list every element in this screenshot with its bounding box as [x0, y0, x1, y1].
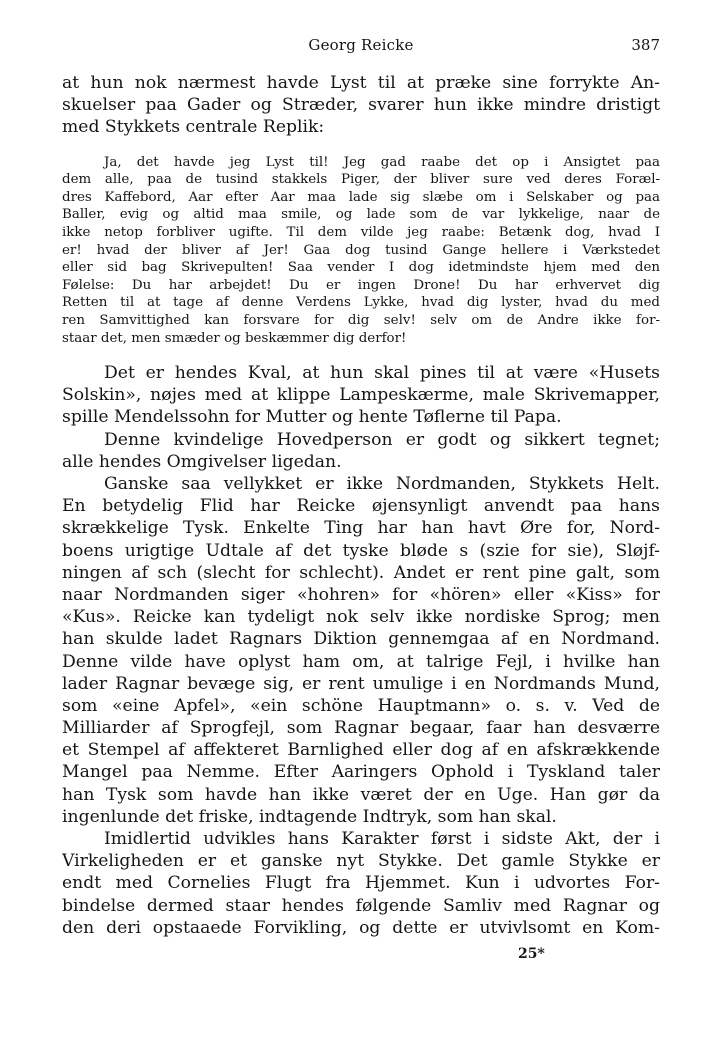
text-line: skuelser paa Gader og Stræder, svarer hun ikke mindre dristigt: [62, 95, 660, 116]
block-quote: [62, 154, 660, 348]
text-line: Mangel paa Nemme. Efter Aaringers Ophold i Tyskland taler: [62, 762, 660, 783]
text-line: Det er hendes Kval, at hun skal pines til at være «Husets: [104, 363, 660, 384]
text-line: Milliarder af Sprogfejl, som Ragnar begaar, faar han desværre: [62, 718, 660, 739]
text-line: lader Ragnar bevæge sig, er rent umulige i en Nordmands Mund,: [62, 673, 660, 694]
quote-line: Følelse: Du har arbejdet! Du er ingen Drone! Du har erhvervet dig: [62, 277, 660, 293]
text-line: med Stykkets centrale Replik:: [62, 117, 325, 138]
text-line: bindelse dermed staar hendes følgende Samliv med Ragnar og: [62, 895, 660, 916]
quote-line: Baller, evig og altid maa smile, og lade som de var lykkelige, naar de: [62, 207, 660, 223]
text-line: ingenlunde det friske, indtagende Indtryk, som han skal.: [62, 806, 557, 827]
running-header: [62, 36, 660, 62]
text-line: Imidlertid udvikles hans Karakter først i sidste Akt, der i: [104, 829, 660, 850]
text-line: han skulde ladet Ragnars Diktion gennemgaa af en Nordmand.: [62, 629, 660, 650]
text-line: skrækkelige Tysk. Enkelte Ting har han havt Øre for, Nord-: [62, 518, 660, 539]
text-line: boens urigtige Udtale af det tyske bløde s (szie for sie), Sløjf-: [62, 540, 660, 561]
text-line: endt med Cornelies Flugt fra Hjemmet. Kun i udvortes For-: [62, 873, 660, 894]
text-line: Virkeligheden er et ganske nyt Stykke. Det gamle Stykke er: [62, 851, 660, 872]
signature-mark: 25*: [518, 946, 545, 962]
page-number: 387: [631, 36, 660, 54]
text-line: et Stempel af affekteret Barnlighed eller dog af en afskrækkende: [62, 740, 660, 761]
text-line: Denne kvindelige Hovedperson er godt og sikkert tegnet;: [104, 429, 660, 450]
text-line: Solskin», nøjes med at klippe Lampeskærme, male Skrivemapper,: [62, 385, 660, 406]
quote-line: er! hvad der bliver af Jer! Gaa dog tusind Gange hellere i Værkstedet: [62, 242, 660, 258]
running-title: Georg Reicke: [308, 36, 414, 54]
quote-line: Ja, det havde jeg Lyst til! Jeg gad raabe det op i Ansigtet paa: [104, 154, 660, 170]
text-line: den deri opstaaede Forvikling, og dette er utvivlsomt en Kom-: [62, 917, 660, 938]
text-line: som «eine Apfel», «ein schöne Hauptmann» o. s. v. Ved de: [62, 695, 660, 716]
main-text: [62, 362, 660, 939]
book-page: [62, 36, 660, 939]
text-line: Denne vilde have oplyst ham om, at talrige Fejl, i hvilke han: [62, 651, 660, 672]
quote-line: dem alle, paa de tusind stakkels Piger, der bliver sure ved deres Foræl-: [62, 172, 660, 188]
quote-line: ren Samvittighed kan forsvare for dig selv! selv om de Andre ikke for-: [62, 312, 660, 328]
text-line: alle hendes Omgivelser ligedan.: [62, 451, 342, 472]
text-line: spille Mendelssohn for Mutter og hente Tøflerne til Papa.: [62, 407, 562, 428]
quote-line: Retten til at tage af denne Verdens Lykke, hvad dig lyster, hvad du med: [62, 295, 660, 311]
quote-line: dres Kaffebord, Aar efter Aar maa lade sig slæbe om i Selskaber og paa: [62, 189, 660, 205]
quote-line: ikke netop forbliver ugifte. Til dem vilde jeg raabe: Betænk dog, hvad I: [62, 224, 660, 240]
text-line: ningen af sch (slecht for schlecht). Andet er rent pine galt, som: [62, 562, 660, 583]
text-line: «Kus». Reicke kan tydeligt nok selv ikke nordiske Sprog; men: [62, 607, 660, 628]
quote-line: staar det, men smæder og beskæmmer dig derfor!: [62, 330, 407, 346]
text-line: Ganske saa vellykket er ikke Nordmanden, Stykkets Helt.: [104, 474, 660, 495]
text-line: naar Nordmanden siger «hohren» for «hören» eller «Kiss» for: [62, 584, 660, 605]
quote-line: eller sid bag Skrivepulten! Saa vender I dog idetmindste hjem med den: [62, 260, 660, 276]
text-line: at hun nok nærmest havde Lyst til at præke sine forrykte An-: [62, 73, 660, 93]
intro-paragraph: [62, 72, 660, 139]
text-line: En betydelig Flid har Reicke øjensynligt anvendt paa hans: [62, 496, 660, 517]
text-line: han Tysk som havde han ikke været der en Uge. Han gør da: [62, 784, 660, 805]
